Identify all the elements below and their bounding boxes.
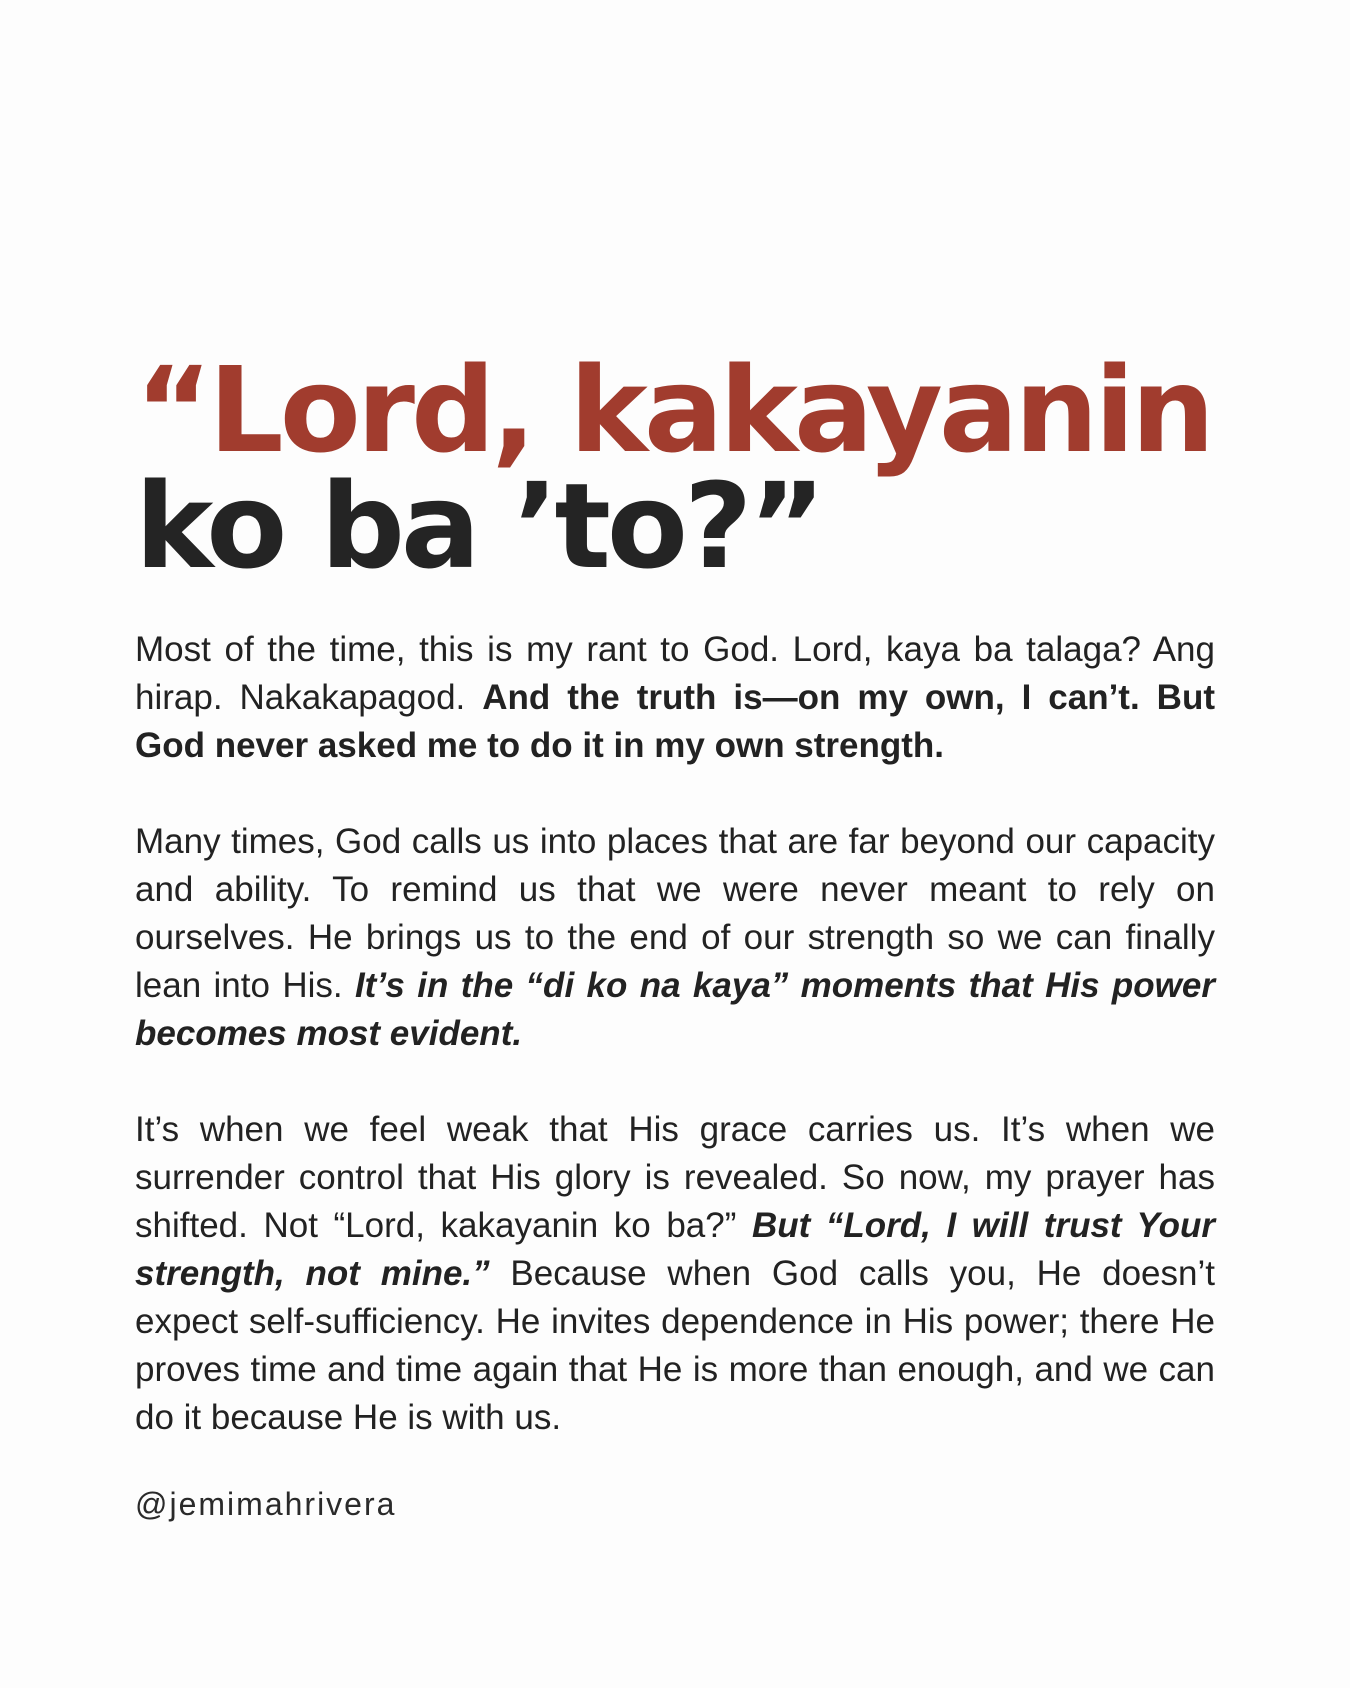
paragraph-1-text: Most of the time, this is my rant to God. Lord, kaya ba talaga? Ang hirap. Nakakapagod. — [135, 630, 1215, 717]
paragraph-3 — [135, 1106, 1215, 1442]
headline-line-2: ko ba ’to?” — [135, 457, 822, 595]
body-text — [135, 626, 1215, 1442]
author-handle: @jemimahrivera — [135, 1486, 397, 1522]
paragraph-1-emphasis: And the truth is—on my own, I can’t. But God never asked me to do it in my own strength. — [135, 678, 1215, 765]
paragraph-2-emphasis: It’s in the “di ko na kaya” moments that His power becomes most evident. — [135, 966, 1215, 1053]
paragraph-3-text-end: Because when God calls you, He doesn’t expect self-sufficiency. He invites dependence in His power; there He proves time and time again that He is more than enough, and we can do it because He is with us. — [135, 1254, 1215, 1437]
post-card — [135, 341, 1215, 1523]
paragraph-2 — [135, 818, 1215, 1058]
paragraph-3-text-start: It’s when we feel weak that His grace carries us. It’s when we surrender control that His glory is revealed. So now, my prayer has shifted. Not “Lord, kakayanin ko ba?” — [135, 1110, 1215, 1245]
paragraph-3-emphasis: But “Lord, I will trust Your strength, not mine.” — [135, 1206, 1215, 1293]
headline — [135, 341, 1215, 595]
headline-line-1: “Lord, kakayanin — [135, 341, 1211, 479]
paragraph-1 — [135, 626, 1215, 770]
paragraph-2-text: Many times, God calls us into places that are far beyond our capacity and ability. To remind us that we were never meant to rely on ourselves. He brings us to the end of our strength so we can finally lean into His. — [135, 822, 1215, 1005]
